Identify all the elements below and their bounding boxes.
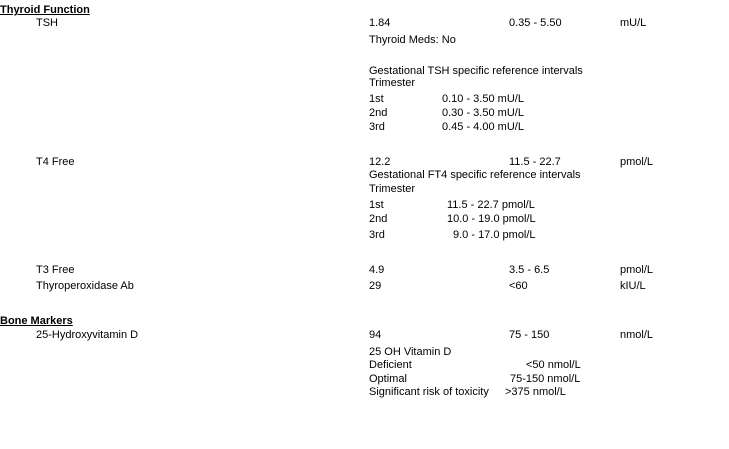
result-value-t4-free: 12.2 (369, 156, 391, 168)
unit-t4-free: pmol/L (620, 156, 654, 168)
unit-thyroperoxidase-ab: kIU/L (620, 280, 646, 292)
tsh-trimester-range: 0.45 - 4.00 mU/L (442, 121, 524, 133)
section-heading-thyroid: Thyroid Function (0, 4, 90, 16)
ft4-trimester-label: 3rd (369, 229, 385, 241)
vitamin-d-level-range: 75-150 nmol/L (510, 373, 581, 385)
thyroid-meds-note: Thyroid Meds: No (369, 34, 456, 46)
section-heading-bone-markers: Bone Markers (0, 315, 73, 327)
test-name-25-hydroxyvitamin-d: 25-Hydroxyvitamin D (36, 329, 139, 341)
vitamin-d-level-label: Optimal (369, 373, 407, 385)
vitamin-d-level-label: Significant risk of toxicity (369, 386, 489, 398)
tsh-trimester-label: 3rd (369, 121, 385, 133)
tsh-trimester-label: 2nd (369, 107, 388, 119)
vitamin-d-level-range: <50 nmol/L (526, 359, 581, 371)
test-name-tsh: TSH (36, 17, 58, 29)
unit-tsh: mU/L (620, 17, 647, 29)
result-value-tsh: 1.84 (369, 17, 391, 29)
tsh-trimester-label: 1st (369, 93, 384, 105)
test-name-t3-free: T3 Free (36, 264, 75, 276)
result-value-25-hydroxyvitamin-d: 94 (369, 329, 382, 341)
unit-25-hydroxyvitamin-d: nmol/L (620, 329, 654, 341)
ft4-trimester-range: 11.5 - 22.7 pmol/L (447, 199, 535, 211)
vitamin-d-level-label: Deficient (369, 359, 412, 371)
ft4-trimester-range: 9.0 - 17.0 pmol/L (453, 229, 536, 241)
reference-range-tsh: 0.35 - 5.50 (509, 17, 562, 29)
reference-range-thyroperoxidase-ab: <60 (509, 280, 528, 292)
ft4-trimester-range: 10.0 - 19.0 pmol/L (447, 213, 536, 225)
test-name-t4-free: T4 Free (36, 156, 75, 168)
reference-range-t4-free: 11.5 - 22.7 (509, 156, 561, 168)
vitamin-d-note-title: 25 OH Vitamin D (369, 346, 452, 358)
gestational-ft4-title: Gestational FT4 specific reference intervals (369, 169, 581, 181)
trimester-label-ft4: Trimester (369, 183, 416, 195)
vitamin-d-level-range: >375 nmol/L (505, 386, 566, 398)
test-name-thyroperoxidase-ab: Thyroperoxidase Ab (36, 280, 134, 292)
unit-t3-free: pmol/L (620, 264, 654, 276)
ft4-trimester-label: 2nd (369, 213, 388, 225)
reference-range-25-hydroxyvitamin-d: 75 - 150 (509, 329, 550, 341)
gestational-tsh-title: Gestational TSH specific reference intervals (369, 65, 583, 77)
result-value-t3-free: 4.9 (369, 264, 385, 276)
trimester-label-tsh: Trimester (369, 77, 416, 89)
ft4-trimester-label: 1st (369, 199, 384, 211)
tsh-trimester-range: 0.30 - 3.50 mU/L (442, 107, 524, 119)
reference-range-t3-free: 3.5 - 6.5 (509, 264, 550, 276)
result-value-thyroperoxidase-ab: 29 (369, 280, 382, 292)
tsh-trimester-range: 0.10 - 3.50 mU/L (442, 93, 524, 105)
